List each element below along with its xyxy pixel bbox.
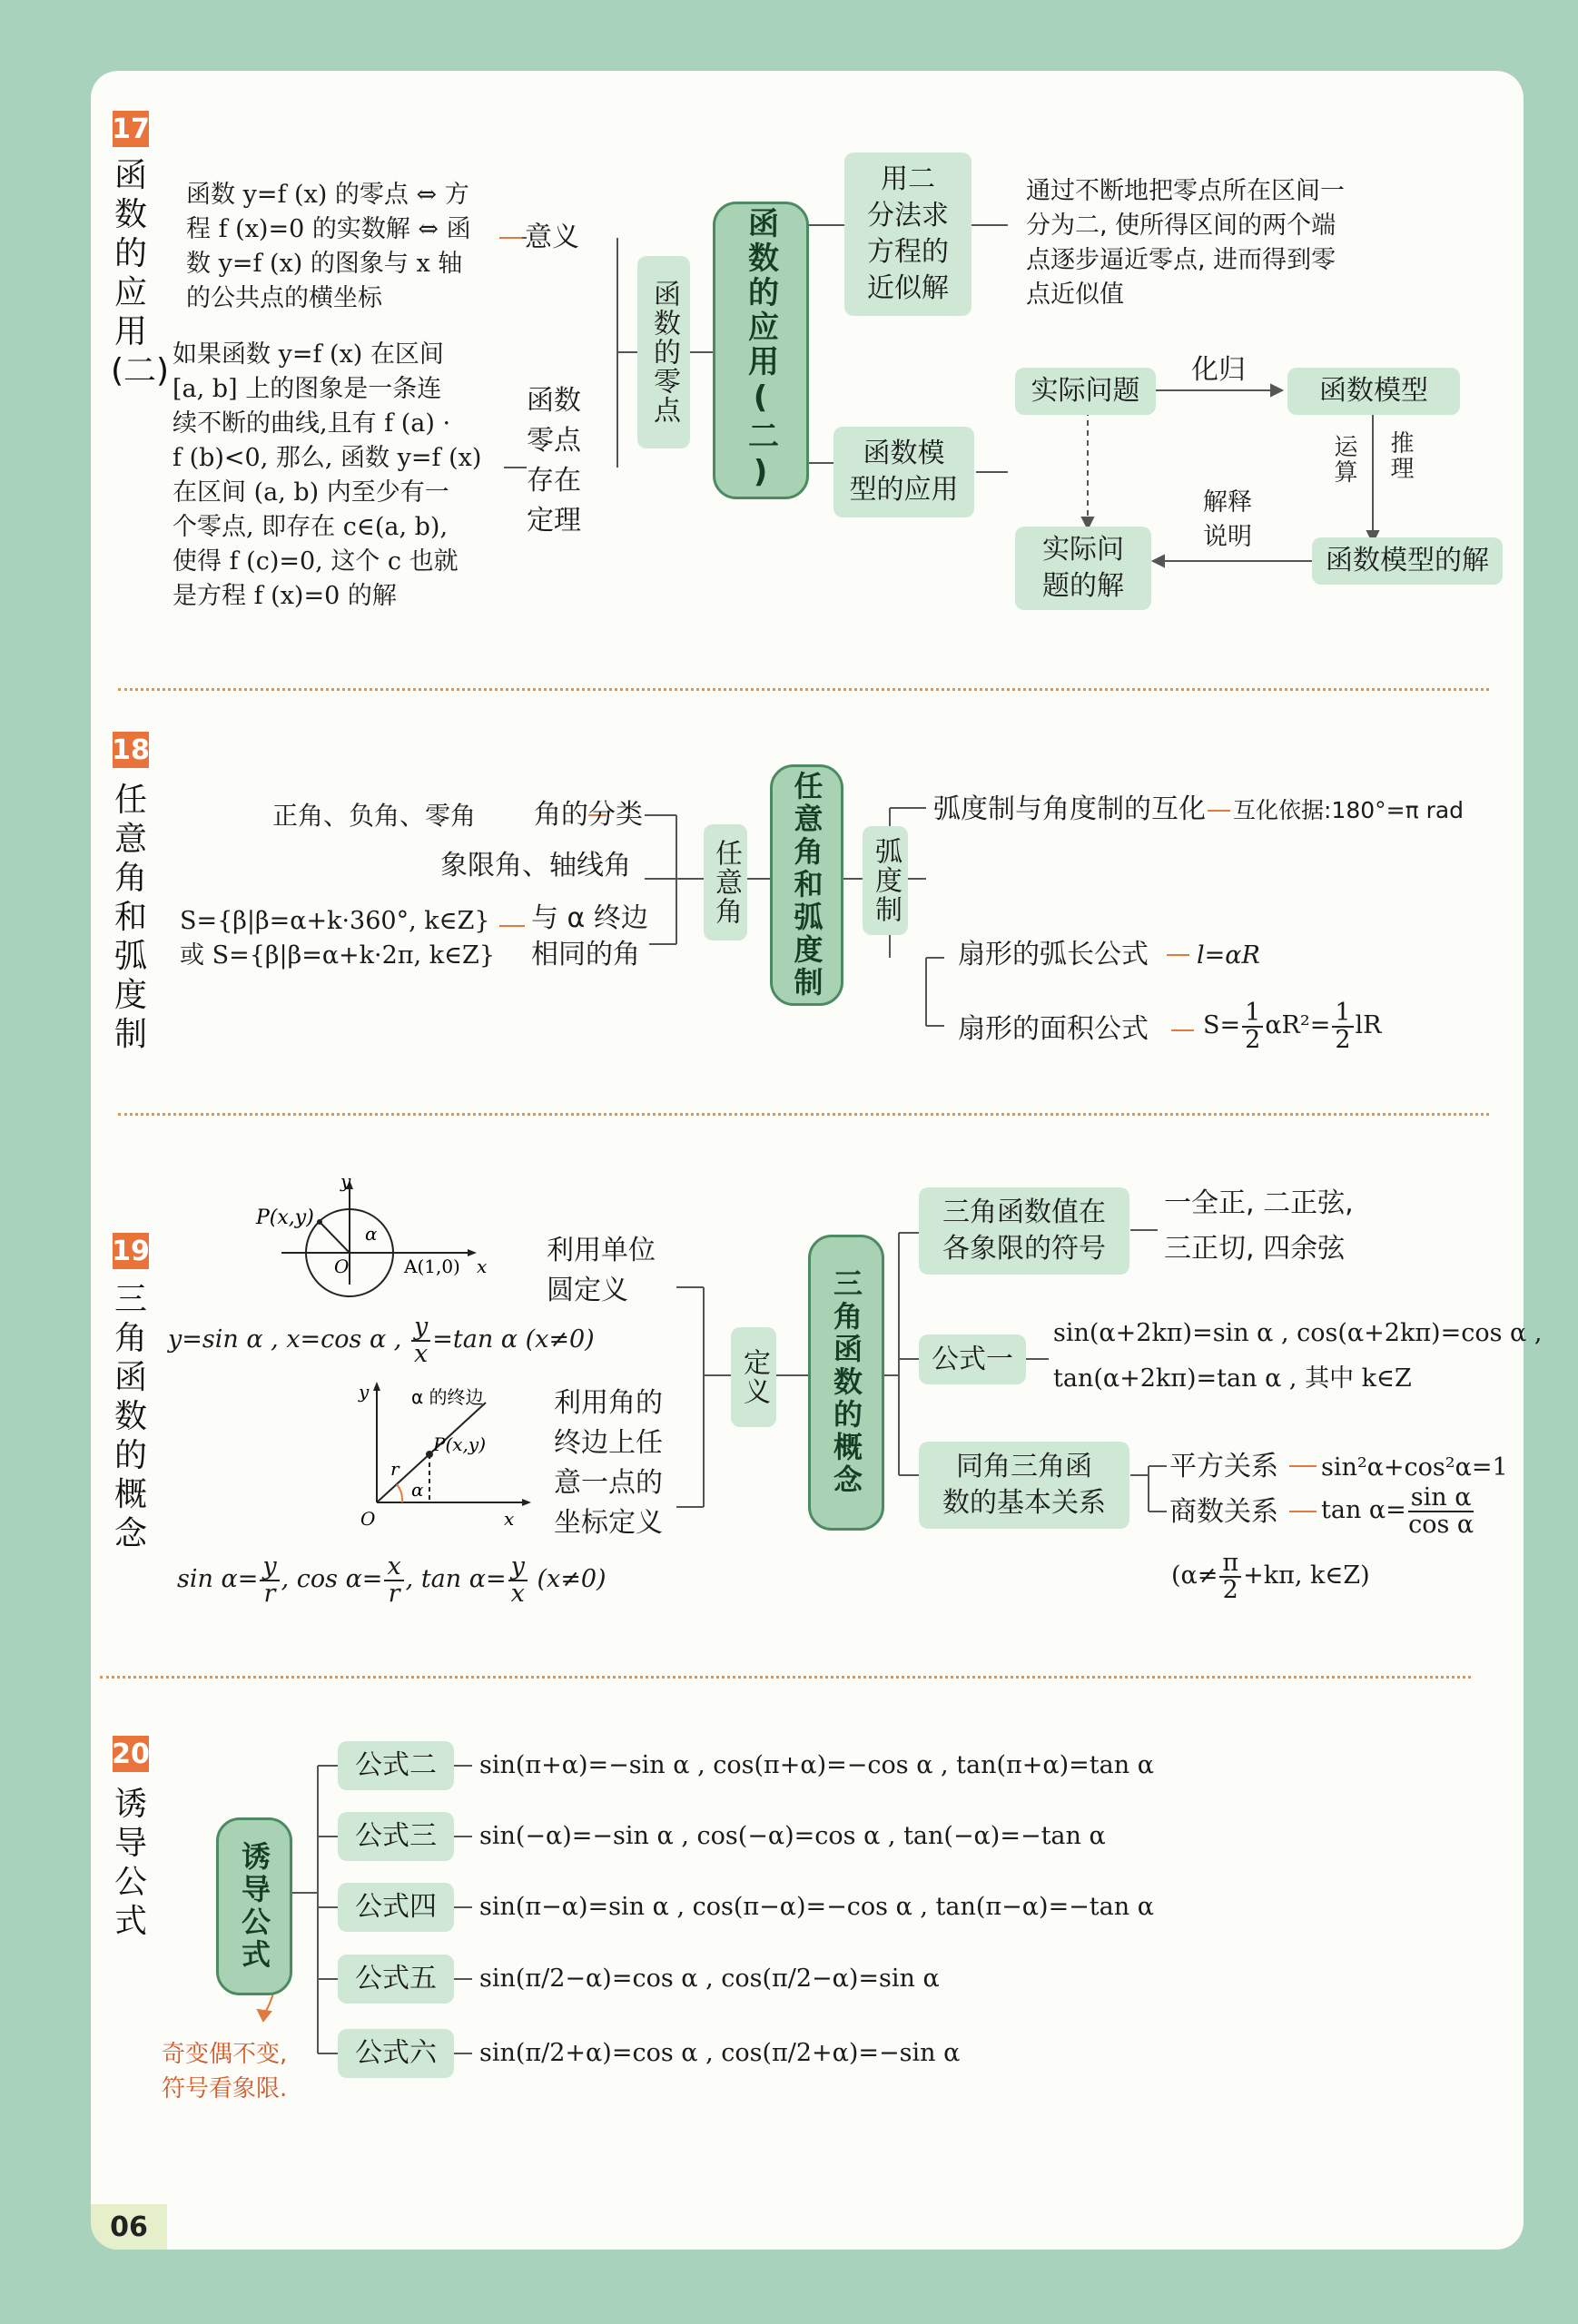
model-application-box: 函数模 型的应用 — [833, 427, 974, 517]
definition-box: 定义 — [731, 1327, 776, 1427]
formula-six-text: sin(π/2+α)=cos α , cos(π/2+α)=−sin α — [479, 2039, 961, 2067]
svg-text:x: x — [477, 1256, 488, 1277]
same-angle-box: 同角三角函 数的基本关系 — [919, 1442, 1129, 1529]
point-label-2: 终边上任 — [554, 1427, 663, 1459]
divider-3 — [100, 1676, 1471, 1679]
bisection-box: 用二 分法求 方程的 近似解 — [844, 153, 971, 316]
unit-circle-label-1: 利用单位 — [547, 1235, 656, 1266]
svg-text:O: O — [334, 1256, 350, 1277]
angle-classify: 角的分类 — [534, 799, 643, 831]
theorem-line-1: 如果函数 y=f (x) 在区间 — [173, 340, 444, 369]
formula-four-box: 公式四 — [338, 1883, 454, 1932]
bisection-desc-3: 点逐步逼近零点, 进而得到零 — [1026, 246, 1336, 274]
theorem-line-2: [a, b] 上的图象是一条连 — [173, 375, 442, 403]
zero-definition-2: 程 f (x)=0 的实数解 ⇔ 函 — [186, 215, 471, 243]
formula-four-text: sin(π−α)=sin α , cos(π−α)=−cos α , tan(π−α)=−tan α — [479, 1893, 1154, 1921]
svg-text:y: y — [359, 1381, 370, 1403]
unit-circle-label-2: 圆定义 — [547, 1275, 628, 1306]
radian-convert-basis: 互化依据:180°=π rad — [1233, 797, 1465, 823]
any-angle-box: 任意角 — [704, 824, 747, 940]
theorem-line-5: 在区间 (a, b) 内至少有一 — [173, 478, 449, 507]
sector-area-formula: S= $\frac{1}{2}$ αR²= $\frac{1}{2}$ lR — [1203, 998, 1382, 1054]
theorem-label-4: 定理 — [527, 505, 581, 537]
svg-text:P(x,y): P(x,y) — [256, 1206, 314, 1229]
theorem-line-4: f (b)<0, 那么, 函数 y=f (x) — [173, 444, 482, 472]
svg-text:A(1,0): A(1,0) — [404, 1256, 460, 1277]
section-18-number: 18 — [113, 732, 149, 768]
formula-three-text: sin(−α)=−sin α , cos(−α)=cos α , tan(−α)=−tan α — [479, 1822, 1106, 1850]
function-model-box: 函数模型 — [1287, 368, 1460, 415]
radian-convert: 弧度制与角度制的互化 — [933, 793, 1206, 825]
theorem-label-1: 函数 — [527, 385, 581, 417]
s19-main-node: 三角函数的概念 — [808, 1235, 884, 1531]
quotient-relation: 商数关系 — [1169, 1496, 1278, 1528]
point-formula: sin α= $\frac{y}{r}$ , cos α= $\frac{x}{r}$ , tan α= $\frac{y}{x}$ (x≠0) — [177, 1551, 607, 1608]
real-problem-box: 实际问题 — [1015, 368, 1156, 415]
same-end-label-1: 与 α 终边 — [531, 902, 648, 934]
svg-text:O: O — [360, 1508, 376, 1530]
mnemonic-1: 奇变偶不变, — [162, 2041, 288, 2068]
yunsuan-label: 运算 — [1330, 434, 1357, 485]
unit-circle-formula: y=sin α , x=cos α , $\frac{y}{x}$ =tan α (x≠0) — [168, 1312, 595, 1368]
svg-text:P(x,y): P(x,y) — [433, 1433, 486, 1455]
formula-five-text: sin(π/2−α)=cos α , cos(π/2−α)=sin α — [479, 1965, 940, 1993]
svg-text:x: x — [504, 1508, 515, 1530]
model-solution-box: 函数模型的解 — [1312, 537, 1503, 585]
radian-box: 弧度制 — [863, 826, 908, 935]
s18-main-node: 任意角和弧度制 — [770, 764, 843, 1006]
zero-definition-1: 函数 y=f (x) 的零点 ⇔ 方 — [186, 181, 469, 209]
formula-two-box: 公式二 — [338, 1741, 454, 1790]
theorem-label-3: 存在 — [527, 465, 581, 497]
s20-main-node: 诱导公式 — [216, 1817, 292, 1995]
zero-definition-4: 的公共点的横坐标 — [186, 284, 382, 312]
angle-classify-src: 正角、负角、零角 — [272, 801, 477, 831]
real-solution-box: 实际问 题的解 — [1015, 527, 1151, 610]
terminal-side-figure — [350, 1380, 540, 1530]
same-end-formula-1: S={β|β=α+k·360°, k∈Z} — [180, 907, 490, 935]
formula-one-box: 公式一 — [919, 1334, 1026, 1384]
section-19-title: 三角函数的概念 — [113, 1281, 147, 1552]
meaning-label: 意义 — [525, 222, 579, 253]
theorem-label-2: 零点 — [527, 425, 581, 457]
arc-length-formula: l=αR — [1197, 941, 1260, 970]
svg-text:α: α — [365, 1223, 378, 1245]
point-label-3: 意一点的 — [554, 1467, 663, 1499]
formula-one-line-1: sin(α+2kπ)=sin α , cos(α+2kπ)=cos α , — [1053, 1319, 1543, 1347]
svg-text:y: y — [340, 1171, 351, 1192]
unit-circle-figure — [245, 1171, 545, 1298]
section-20-title: 诱导公式 — [113, 1786, 147, 1940]
theorem-line-8: 是方程 f (x)=0 的解 — [173, 582, 397, 610]
quadrant-angle: 象限角、轴线角 — [440, 850, 631, 881]
sign-rule-1: 一全正, 二正弦, — [1164, 1187, 1354, 1219]
shuoming-label: 说明 — [1203, 523, 1252, 551]
formula-one-line-2: tan(α+2kπ)=tan α , 其中 k∈Z — [1053, 1364, 1412, 1393]
sign-rule-2: 三正切, 四余弦 — [1164, 1233, 1346, 1265]
jieshi-label: 解释 — [1203, 488, 1252, 517]
tuili-label: 推理 — [1386, 430, 1414, 481]
formula-five-box: 公式五 — [338, 1955, 454, 2004]
zero-definition-3: 数 y=f (x) 的图象与 x 轴 — [186, 250, 463, 278]
theorem-line-6: 个零点, 即存在 c∈(a, b), — [173, 513, 449, 541]
square-relation: 平方关系 — [1169, 1451, 1278, 1482]
same-end-formula-2: 或 S={β|β=α+k·2π, k∈Z} — [180, 941, 495, 970]
section-19-number: 19 — [113, 1233, 149, 1269]
quotient-formula: tan α= $\frac{\text{sin α}}{\text{cos α}}$ — [1321, 1482, 1474, 1539]
mnemonic-2: 符号看象限. — [162, 2075, 288, 2102]
section-18-title: 任意角和弧度制 — [113, 782, 147, 1053]
svg-text:α: α — [411, 1479, 424, 1501]
section-17-number: 17 — [113, 111, 149, 147]
sector-area-label: 扇形的面积公式 — [958, 1013, 1149, 1045]
zero-point-box: 函数的零点 — [637, 256, 690, 448]
divider-1 — [118, 688, 1489, 691]
square-formula: sin²α+cos²α=1 — [1321, 1453, 1508, 1482]
arc-length-label: 扇形的弧长公式 — [958, 939, 1149, 970]
divider-2 — [118, 1113, 1489, 1116]
theorem-line-7: 使得 f (c)=0, 这个 c 也就 — [173, 547, 459, 576]
section-20-number: 20 — [113, 1736, 149, 1772]
point-label-1: 利用角的 — [554, 1387, 663, 1419]
theorem-line-3: 续不断的曲线,且有 f (a) · — [173, 409, 451, 438]
svg-text:r: r — [390, 1458, 399, 1480]
formula-two-text: sin(π+α)=−sin α , cos(π+α)=−cos α , tan(π+α)=tan α — [479, 1751, 1154, 1779]
bisection-desc-1: 通过不断地把零点所在区间一 — [1026, 177, 1345, 205]
section-17-title: 函数的应用(二) — [111, 157, 170, 389]
same-end-label-2: 相同的角 — [531, 939, 640, 970]
point-label-4: 坐标定义 — [554, 1507, 663, 1539]
svg-text:α 的终边: α 的终边 — [411, 1386, 484, 1408]
s17-main-node: 函数的应用(二) — [713, 202, 809, 499]
sign-box: 三角函数值在 各象限的符号 — [919, 1187, 1129, 1275]
formula-three-box: 公式三 — [338, 1812, 454, 1861]
quotient-condition: (α≠ $\frac{\pi}{2}$ +kπ, k∈Z) — [1171, 1548, 1370, 1604]
bisection-desc-4: 点近似值 — [1026, 281, 1124, 309]
page-number: 06 — [91, 2204, 167, 2250]
huagui-label: 化归 — [1191, 354, 1246, 386]
bisection-desc-2: 分为二, 使所得区间的两个端 — [1026, 212, 1336, 240]
formula-six-box: 公式六 — [338, 2029, 454, 2078]
